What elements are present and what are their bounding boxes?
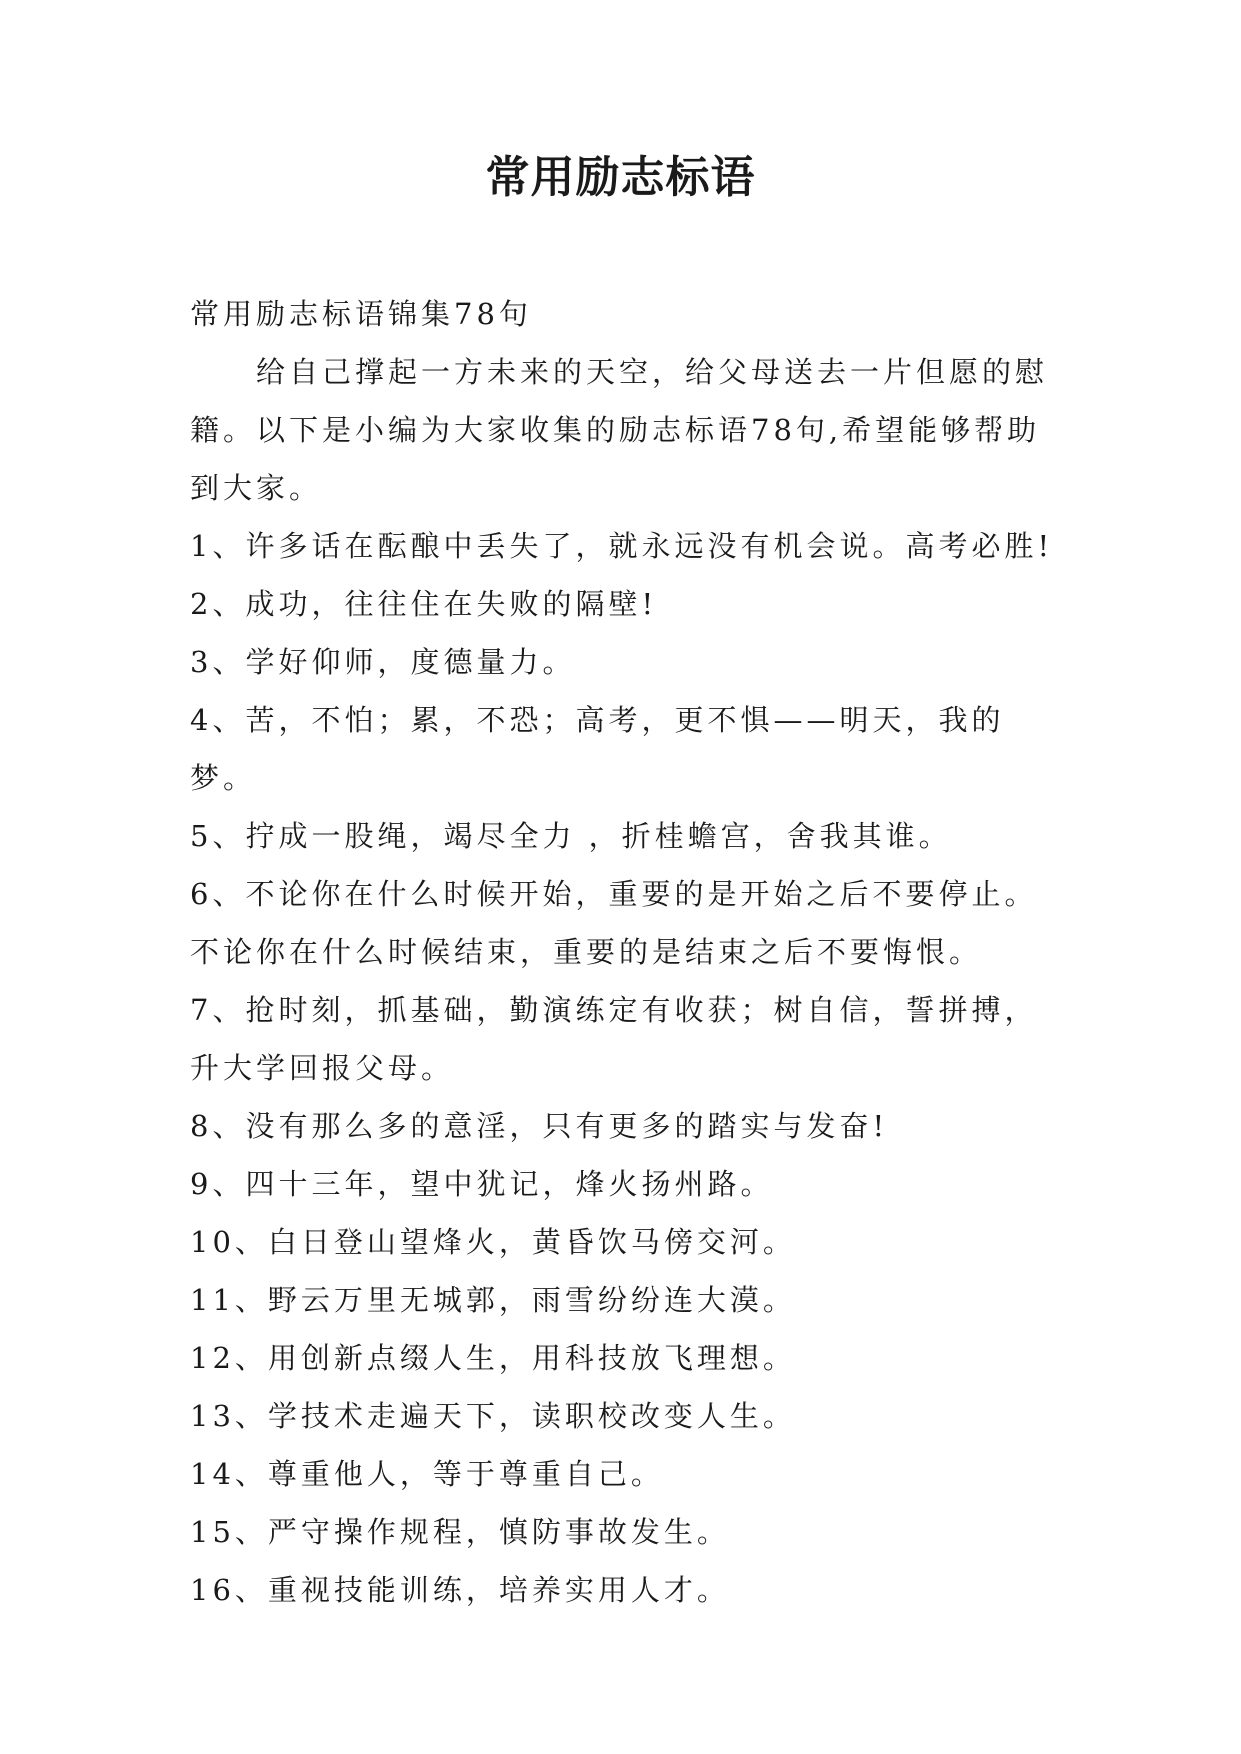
list-item: 2、成功，往往住在失败的隔壁!: [190, 587, 658, 621]
page-title: 常用励志标语: [485, 152, 756, 203]
list-item: 4、苦，不怕；累，不恐；高考，更不惧——明天，我的梦。: [190, 703, 1005, 795]
list-item: 15、严守操作规程，慎防事故发生。: [190, 1515, 730, 1549]
list-item: 5、拧成一股绳，竭尽全力 ，折桂蟾宫，舍我其谁。: [190, 819, 952, 853]
list-item: 8、没有那么多的意淫，只有更多的踏实与发奋!: [190, 1109, 889, 1143]
list-item: 14、尊重他人，等于尊重自己。: [190, 1457, 664, 1491]
list-item: 6、不论你在什么时候开始，重要的是开始之后不要停止。不论你在什么时候结束，重要的是结束之后不要悔恨。: [190, 877, 1038, 969]
list-item: 1、许多话在酝酿中丢失了，就永远没有机会说。高考必胜!: [190, 529, 1054, 563]
intro-paragraph: 给自己撑起一方未来的天空，给父母送去一片但愿的慰籍。以下是小编为大家收集的励志标语78句,希望能够帮助到大家。: [190, 355, 1049, 505]
document-subtitle: 常用励志标语锦集78句: [190, 297, 532, 331]
list-item: 13、学技术走遍天下，读职校改变人生。: [190, 1399, 796, 1433]
list-item: 10、白日登山望烽火，黄昏饮马傍交河。: [190, 1225, 796, 1259]
list-item: 9、四十三年，望中犹记，烽火扬州路。: [190, 1167, 774, 1201]
list-item: 12、用创新点缀人生，用科技放飞理想。: [190, 1341, 796, 1375]
list-item: 16、重视技能训练，培养实用人才。: [190, 1573, 730, 1607]
list-item: 3、学好仰师，度德量力。: [190, 645, 576, 679]
document-body: [190, 285, 1070, 1619]
list-item: 11、野云万里无城郭，雨雪纷纷连大漠。: [190, 1283, 796, 1317]
list-item: 7、抢时刻，抓基础，勤演练定有收获；树自信，誓拼搏，升大学回报父母。: [190, 993, 1038, 1085]
